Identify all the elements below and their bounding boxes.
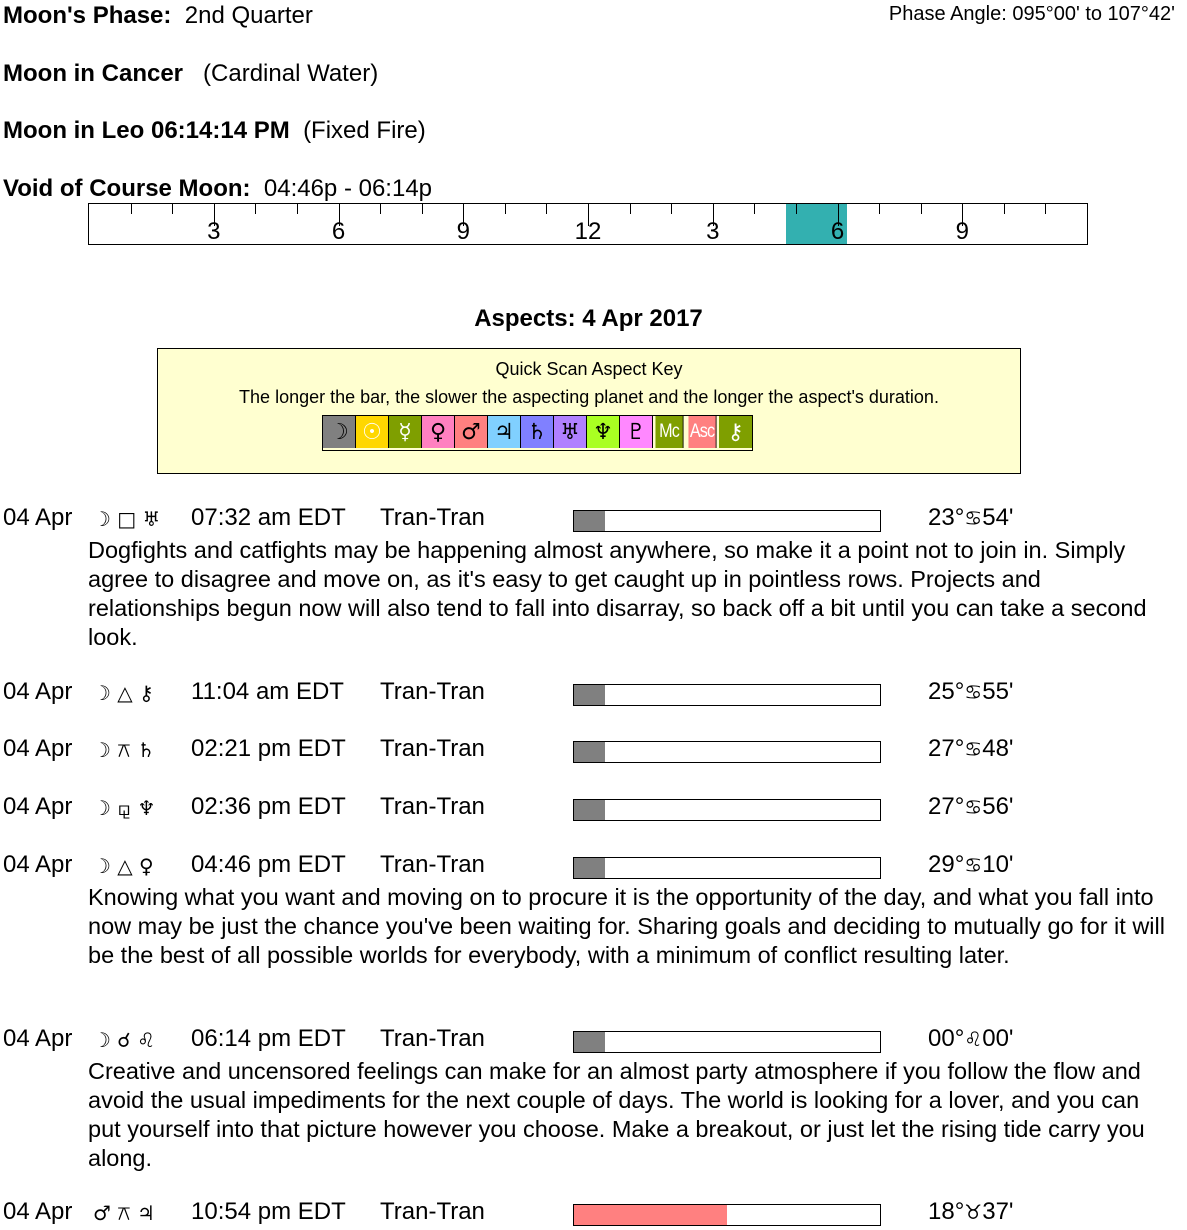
aspect-time: 11:04 am EDT: [191, 678, 344, 705]
aspect-position: [928, 1198, 1014, 1226]
aspect-interpretation: Creative and uncensored feelings can make for an almost party atmosphere if you follow the flow and avoid the usual impediments for the next couple of days. The world is looking for a lover, and you can put yourself into that picture however you choose. Make a breakout, or just let the rising tide carry you along.: [88, 1058, 1145, 1171]
aspect-date: 04 Apr: [3, 1198, 73, 1225]
aspect-type: Tran-Tran: [380, 735, 485, 762]
aspect-interpretation: Knowing what you want and moving on to procure it is the opportunity of the day, and what you fall into now may be just the chance you've been waiting for. Sharing goals and deciding to mutually go for it will be the best of all possible worlds for everybody, with a minimum of conflict resulting later.: [88, 884, 1165, 968]
aspect-duration-bar: [573, 684, 881, 706]
key-title: Quick Scan Aspect Key: [495, 359, 683, 379]
timeline-tick: [546, 204, 547, 214]
moon-phase-line: [3, 2, 313, 30]
aspect-row: [3, 735, 1183, 767]
timeline-tick-label: 3: [207, 218, 221, 245]
aspect-row: [3, 678, 1183, 710]
aspect-time: 07:32 am EDT: [191, 504, 346, 531]
moon-ingress-quality: (Fixed Fire): [303, 117, 426, 144]
timeline-tick: [505, 204, 506, 214]
timeline-tick: [671, 204, 672, 214]
aspect-minutes: 48': [982, 735, 1014, 762]
aspect-time: 10:54 pm EDT: [191, 1198, 346, 1225]
aspect-date: 04 Apr: [3, 1025, 73, 1052]
aspect-glyphs-icon: ☽ □ ♅: [93, 507, 161, 531]
aspect-item: [3, 793, 1183, 825]
aspect-duration-fill: [574, 858, 605, 878]
timeline-tick: [1045, 204, 1046, 214]
aspect-minutes: 37': [982, 1198, 1014, 1225]
aspect-duration-bar: [573, 1204, 881, 1226]
timeline-tick: [921, 204, 922, 214]
aspect-type: Tran-Tran: [380, 1025, 485, 1052]
aspect-duration-fill: [574, 800, 605, 820]
timeline-tick: [754, 204, 755, 214]
moon-ingress-line: [3, 117, 426, 145]
aspect-position: [928, 735, 1014, 763]
aspect-degree: 25°: [928, 678, 965, 705]
aspect-item: [3, 851, 1183, 970]
zodiac-sign-icon: ♌: [964, 1027, 983, 1051]
aspect-degree: 27°: [928, 735, 965, 762]
aspect-degree: 18°: [928, 1198, 965, 1225]
aspect-glyphs-icon: ♂ ⚻ ♃: [93, 1201, 155, 1225]
moon-sign-quality: (Cardinal Water): [203, 60, 379, 87]
aspect-row: [3, 851, 1183, 883]
aspect-key-box: [157, 348, 1021, 474]
key-pluto-icon: ♇: [620, 416, 653, 448]
aspect-time: 02:36 pm EDT: [191, 793, 346, 820]
timeline-tick-label: 9: [456, 218, 470, 245]
aspect-item: [3, 504, 1183, 652]
aspect-row: [3, 1025, 1183, 1057]
key-jupiter-icon: ♃: [488, 416, 521, 448]
aspect-duration-fill: [574, 1032, 605, 1052]
aspect-position: [928, 793, 1014, 821]
aspect-duration-bar: [573, 510, 881, 532]
aspect-minutes: 10': [982, 851, 1014, 878]
key-uranus-icon: ♅: [554, 416, 587, 448]
aspect-minutes: 00': [982, 1025, 1014, 1052]
aspect-glyphs-icon: ☽ ⚼ ♆: [93, 796, 156, 820]
aspect-date: 04 Apr: [3, 678, 73, 705]
aspect-item: [3, 678, 1183, 710]
aspect-date: 04 Apr: [3, 735, 73, 762]
timeline-tick: [879, 204, 880, 214]
aspect-item: [3, 1025, 1183, 1173]
aspect-type: Tran-Tran: [380, 504, 485, 531]
aspect-position: [928, 1025, 1014, 1053]
timeline-tick: [422, 204, 423, 214]
aspect-duration-fill: [574, 511, 605, 531]
zodiac-sign-icon: ♋: [964, 853, 983, 877]
key-midheaven-icon: Mc: [655, 416, 683, 448]
zodiac-sign-icon: ♋: [964, 506, 983, 530]
timeline-tick: [131, 204, 132, 214]
aspect-item: [3, 735, 1183, 767]
key-venus-icon: ♀: [422, 416, 455, 448]
aspect-duration-bar: [573, 741, 881, 763]
key-mars-icon: ♂: [455, 416, 488, 448]
aspect-position: [928, 678, 1014, 706]
key-chiron-icon: ⚷: [719, 416, 752, 448]
key-ascendant-icon: Asc: [688, 416, 716, 448]
zodiac-sign-icon: ♉: [964, 1200, 983, 1224]
timeline-tick: [1004, 204, 1005, 214]
aspect-duration-bar: [573, 799, 881, 821]
aspect-time: 02:21 pm EDT: [191, 735, 346, 762]
key-legend-strip: [322, 415, 753, 451]
timeline-tick-label: 6: [331, 218, 346, 245]
aspect-position: [928, 504, 1014, 532]
key-description: The longer the bar, the slower the aspecting planet and the longer the aspect's duration.: [239, 387, 939, 407]
aspect-row: [3, 1198, 1183, 1230]
moon-phase-value: 2nd Quarter: [184, 2, 313, 29]
aspect-duration-fill: [574, 742, 605, 762]
key-mercury-icon: ☿: [389, 416, 422, 448]
aspect-glyphs-icon: ☽ △ ♀: [93, 854, 154, 878]
timeline-tick: [172, 204, 173, 214]
timeline-tick-label: 3: [706, 218, 720, 245]
voc-value: 04:46p - 06:14p: [263, 175, 433, 202]
aspect-item: [3, 1198, 1183, 1230]
timeline-tick-label: 9: [955, 218, 969, 245]
void-of-course-timeline: [88, 203, 1088, 245]
aspect-date: 04 Apr: [3, 793, 73, 820]
aspect-glyphs-icon: ☽ ☌ ♌: [93, 1028, 156, 1052]
key-saturn-icon: ♄: [521, 416, 554, 448]
phase-angle: Phase Angle: 095°00' to 107°42': [888, 3, 1175, 25]
aspect-type: Tran-Tran: [380, 678, 485, 705]
moon-sign-label: Moon in Cancer: [3, 60, 184, 87]
aspect-type: Tran-Tran: [380, 851, 485, 878]
aspect-minutes: 56': [982, 793, 1014, 820]
timeline-tick: [297, 204, 298, 214]
aspect-row: [3, 793, 1183, 825]
aspects-title: Aspects: 4 Apr 2017: [474, 305, 703, 332]
timeline-tick: [630, 204, 631, 214]
key-moon-icon: ☽: [323, 416, 356, 448]
aspect-duration-bar: [573, 857, 881, 879]
aspect-minutes: 54': [982, 504, 1014, 531]
voc-label: Void of Course Moon:: [3, 175, 251, 202]
aspect-duration-fill: [574, 685, 605, 705]
aspect-position: [928, 851, 1014, 879]
moon-ingress-label: Moon in Leo 06:14:14 PM: [3, 117, 290, 144]
zodiac-sign-icon: ♋: [964, 795, 983, 819]
aspect-date: 04 Apr: [3, 851, 73, 878]
key-neptune-icon: ♆: [587, 416, 620, 448]
aspect-time: 04:46 pm EDT: [191, 851, 346, 878]
aspect-duration-fill: [574, 1205, 727, 1225]
zodiac-sign-icon: ♋: [964, 737, 983, 761]
aspect-row: [3, 504, 1183, 536]
aspect-minutes: 55': [982, 678, 1014, 705]
timeline-tick: [380, 204, 381, 214]
aspect-degree: 23°: [928, 504, 965, 531]
aspect-degree: 29°: [928, 851, 965, 878]
aspect-glyphs-icon: ☽ ⚻ ♄: [93, 738, 155, 762]
aspect-degree: 00°: [928, 1025, 965, 1052]
aspect-interpretation: Dogfights and catfights may be happening almost anywhere, so make it a point not to join in. Simply agree to disagree and move on, as it's easy to get caught up in pointless rows. Projects and relationships begun now will also tend to fall into disarray, so back off a bit until you can take a second look.: [88, 537, 1147, 650]
timeline-tick: [255, 204, 256, 214]
timeline-tick: [796, 204, 797, 214]
moon-sign-line: [3, 60, 378, 88]
timeline-tick-label: 6: [830, 218, 845, 245]
key-sun-icon: ☉: [356, 416, 389, 448]
aspect-duration-bar: [573, 1031, 881, 1053]
aspect-type: Tran-Tran: [380, 793, 485, 820]
aspect-glyphs-icon: ☽ △ ⚷: [93, 681, 154, 705]
zodiac-sign-icon: ♋: [964, 680, 983, 704]
void-of-course-line: [3, 175, 432, 203]
aspect-degree: 27°: [928, 793, 965, 820]
timeline-tick-label: 12: [574, 218, 602, 245]
aspect-time: 06:14 pm EDT: [191, 1025, 346, 1052]
aspect-date: 04 Apr: [3, 504, 73, 531]
aspect-type: Tran-Tran: [380, 1198, 485, 1225]
moon-phase-label: Moon's Phase:: [3, 2, 172, 29]
